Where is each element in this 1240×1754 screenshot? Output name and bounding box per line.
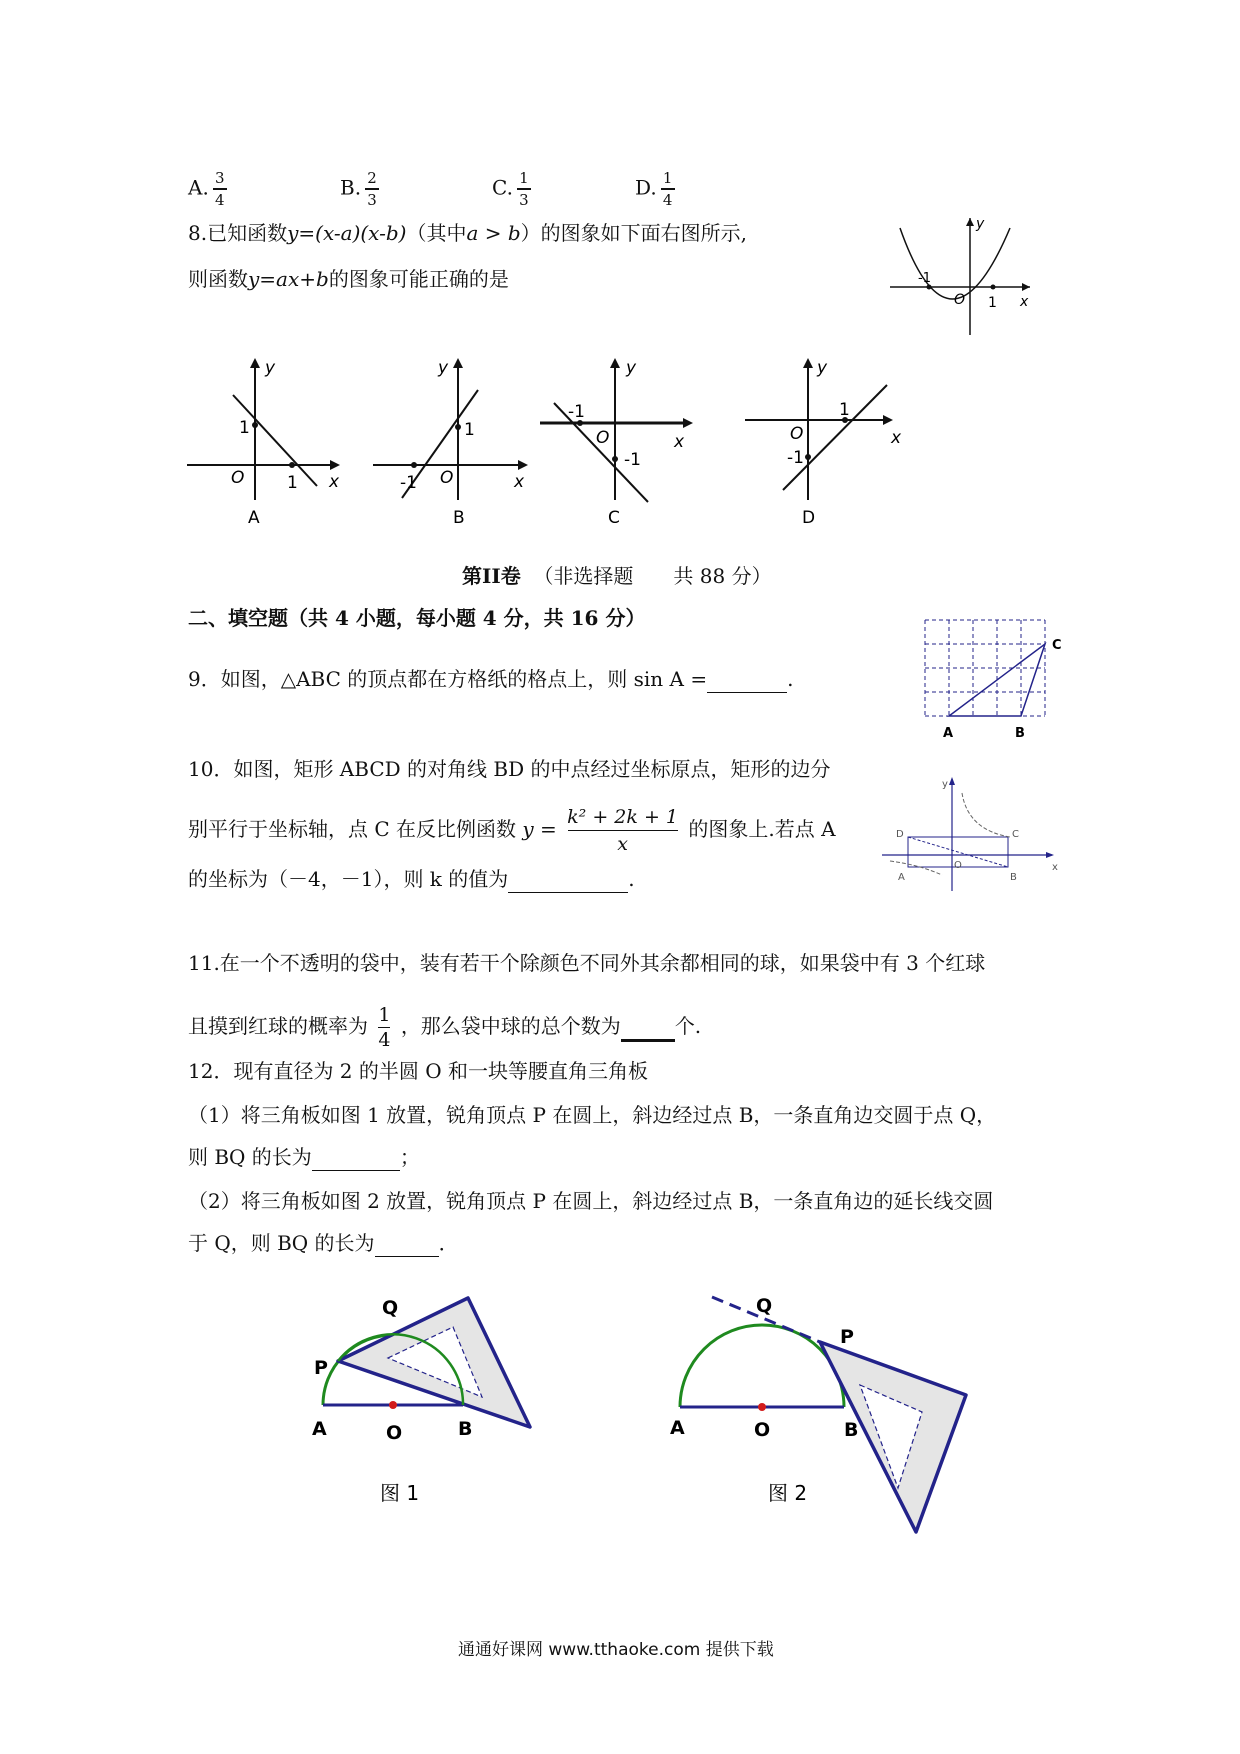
q10-y-label: y bbox=[942, 779, 948, 790]
graph-b-letter: B bbox=[453, 508, 465, 528]
q9-text: 9．如图，△ABC 的顶点都在方格纸的格点上，则 sin A = . bbox=[188, 667, 794, 691]
graph-d-y-label: y bbox=[817, 358, 828, 378]
fig1-label-q: Q bbox=[382, 1297, 399, 1319]
graph-d-x-label: x bbox=[891, 428, 902, 448]
parabola-neg1-label: -1 bbox=[918, 271, 931, 286]
graph-b-yint-label: 1 bbox=[464, 420, 475, 440]
page-footer: 通通好课网 www.tthaoke.com 提供下载 bbox=[458, 1640, 774, 1660]
q9-label-b: B bbox=[1015, 726, 1025, 741]
q8-line1: 8.已知函数y=(x-a)(x-b)（其中a > b）的图象如下面右图所示, bbox=[188, 221, 748, 245]
graph-c-xint-label: -1 bbox=[568, 402, 585, 422]
fig1-label-p: P bbox=[314, 1357, 328, 1379]
q8-graph-d bbox=[745, 355, 915, 530]
fig1-caption: 图 1 bbox=[380, 1481, 420, 1505]
section-heading: 二、填空题（共 4 小题，每小题 4 分，共 16 分） bbox=[188, 606, 646, 630]
q8-graph-b bbox=[368, 355, 538, 530]
parabola-x-label: x bbox=[1020, 294, 1029, 310]
q7-option-c: C. $\frac{1}{3}$ bbox=[492, 170, 535, 208]
graph-c-letter: C bbox=[608, 508, 620, 528]
q9-label-a: A bbox=[943, 726, 954, 741]
q7-option-d: D. $\frac{1}{4}$ bbox=[635, 170, 679, 208]
q9-label-c: C bbox=[1052, 638, 1062, 653]
fig2-label-a: A bbox=[670, 1417, 685, 1439]
q10-label-c: C bbox=[1012, 829, 1019, 840]
q10-label-a: A bbox=[898, 872, 905, 883]
q12-line2: （1）将三角板如图 1 放置，锐角顶点 P 在圆上，斜边经过点 B，一条直角边交圆于点 Q， bbox=[188, 1103, 997, 1127]
q12-figure-1 bbox=[300, 1285, 550, 1515]
fig1-label-b: B bbox=[458, 1418, 473, 1440]
graph-b-origin-label: O bbox=[440, 468, 454, 488]
q10-line2: 别平行于坐标轴，点 C 在反比例函数 y = $\frac{\text{k² + 2k + 1}}{x}$ 的图象上.若点 A bbox=[188, 806, 836, 855]
graph-d-xint-label: 1 bbox=[839, 400, 850, 420]
q12-line5: 于 Q，则 BQ 的长为 ． bbox=[188, 1231, 459, 1255]
q8-parabola-graph bbox=[880, 210, 1040, 340]
q12-figure-2 bbox=[670, 1270, 970, 1540]
q12-line1: 12．现有直径为 2 的半圆 O 和一块等腰直角三角板 bbox=[188, 1059, 648, 1083]
graph-c-yint-label: -1 bbox=[624, 450, 641, 470]
volume-title: 第II卷 （非选择题 共 88 分） bbox=[462, 564, 772, 588]
fig2-label-o: O bbox=[754, 1419, 771, 1441]
graph-d-yint-label: -1 bbox=[787, 448, 804, 468]
fig2-caption: 图 2 bbox=[768, 1481, 808, 1505]
q12-line4: （2）将三角板如图 2 放置，锐角顶点 P 在圆上，斜边经过点 B，一条直角边的延长线交圆 bbox=[188, 1189, 994, 1213]
fig1-label-o: O bbox=[386, 1422, 403, 1444]
graph-a-xint-label: 1 bbox=[287, 473, 298, 493]
graph-b-x-label: x bbox=[514, 472, 525, 492]
fig1-label-a: A bbox=[312, 1418, 327, 1440]
q11-line1: 11.在一个不透明的袋中，装有若干个除颜色不同外其余都相同的球，如果袋中有 3 个红球 bbox=[188, 951, 986, 975]
graph-d-origin-label: O bbox=[790, 424, 804, 444]
graph-c-origin-label: O bbox=[596, 428, 610, 448]
q10-figure bbox=[880, 775, 1060, 895]
q8-line2: 则函数y=ax+b的图象可能正确的是 bbox=[188, 267, 509, 291]
q10-line1: 10．如图，矩形 ABCD 的对角线 BD 的中点经过坐标原点，矩形的边分 bbox=[188, 757, 831, 781]
graph-a-origin-label: O bbox=[231, 468, 245, 488]
graph-a-x-label: x bbox=[329, 472, 340, 492]
parabola-origin-label: O bbox=[954, 292, 966, 308]
graph-a-letter: A bbox=[248, 508, 260, 528]
q10-line3: 的坐标为（－4，－1），则 k 的值为 . bbox=[188, 867, 635, 891]
graph-c-y-label: y bbox=[626, 358, 637, 378]
graph-a-yint-label: 1 bbox=[239, 418, 250, 438]
q10-label-o: O bbox=[954, 860, 962, 871]
q9-grid-figure bbox=[925, 620, 1075, 745]
fig2-label-b: B bbox=[844, 1419, 859, 1441]
graph-c-x-label: x bbox=[674, 432, 685, 452]
graph-b-y-label: y bbox=[438, 358, 449, 378]
q8-graph-a bbox=[185, 355, 355, 530]
fig2-label-q: Q bbox=[756, 1295, 773, 1317]
graph-d-letter: D bbox=[802, 508, 816, 528]
parabola-1-label: 1 bbox=[988, 295, 997, 311]
q10-x-label: x bbox=[1052, 862, 1058, 873]
graph-b-xint-label: -1 bbox=[400, 473, 417, 493]
q11-line2: 且摸到红球的概率为 $\frac{1}{4}$ ，那么袋中球的总个数为 个. bbox=[188, 1004, 702, 1051]
q7-option-a: A. $\frac{3}{4}$ bbox=[188, 170, 231, 208]
fig2-label-p: P bbox=[840, 1326, 854, 1348]
graph-a-y-label: y bbox=[265, 358, 276, 378]
q12-line3: 则 BQ 的长为 ； bbox=[188, 1145, 420, 1169]
parabola-y-label: y bbox=[976, 216, 985, 232]
q8-graph-c bbox=[540, 355, 720, 530]
q7-option-b: B. $\frac{2}{3}$ bbox=[340, 170, 383, 208]
q10-label-b: B bbox=[1010, 872, 1017, 883]
q10-label-d: D bbox=[896, 829, 904, 840]
